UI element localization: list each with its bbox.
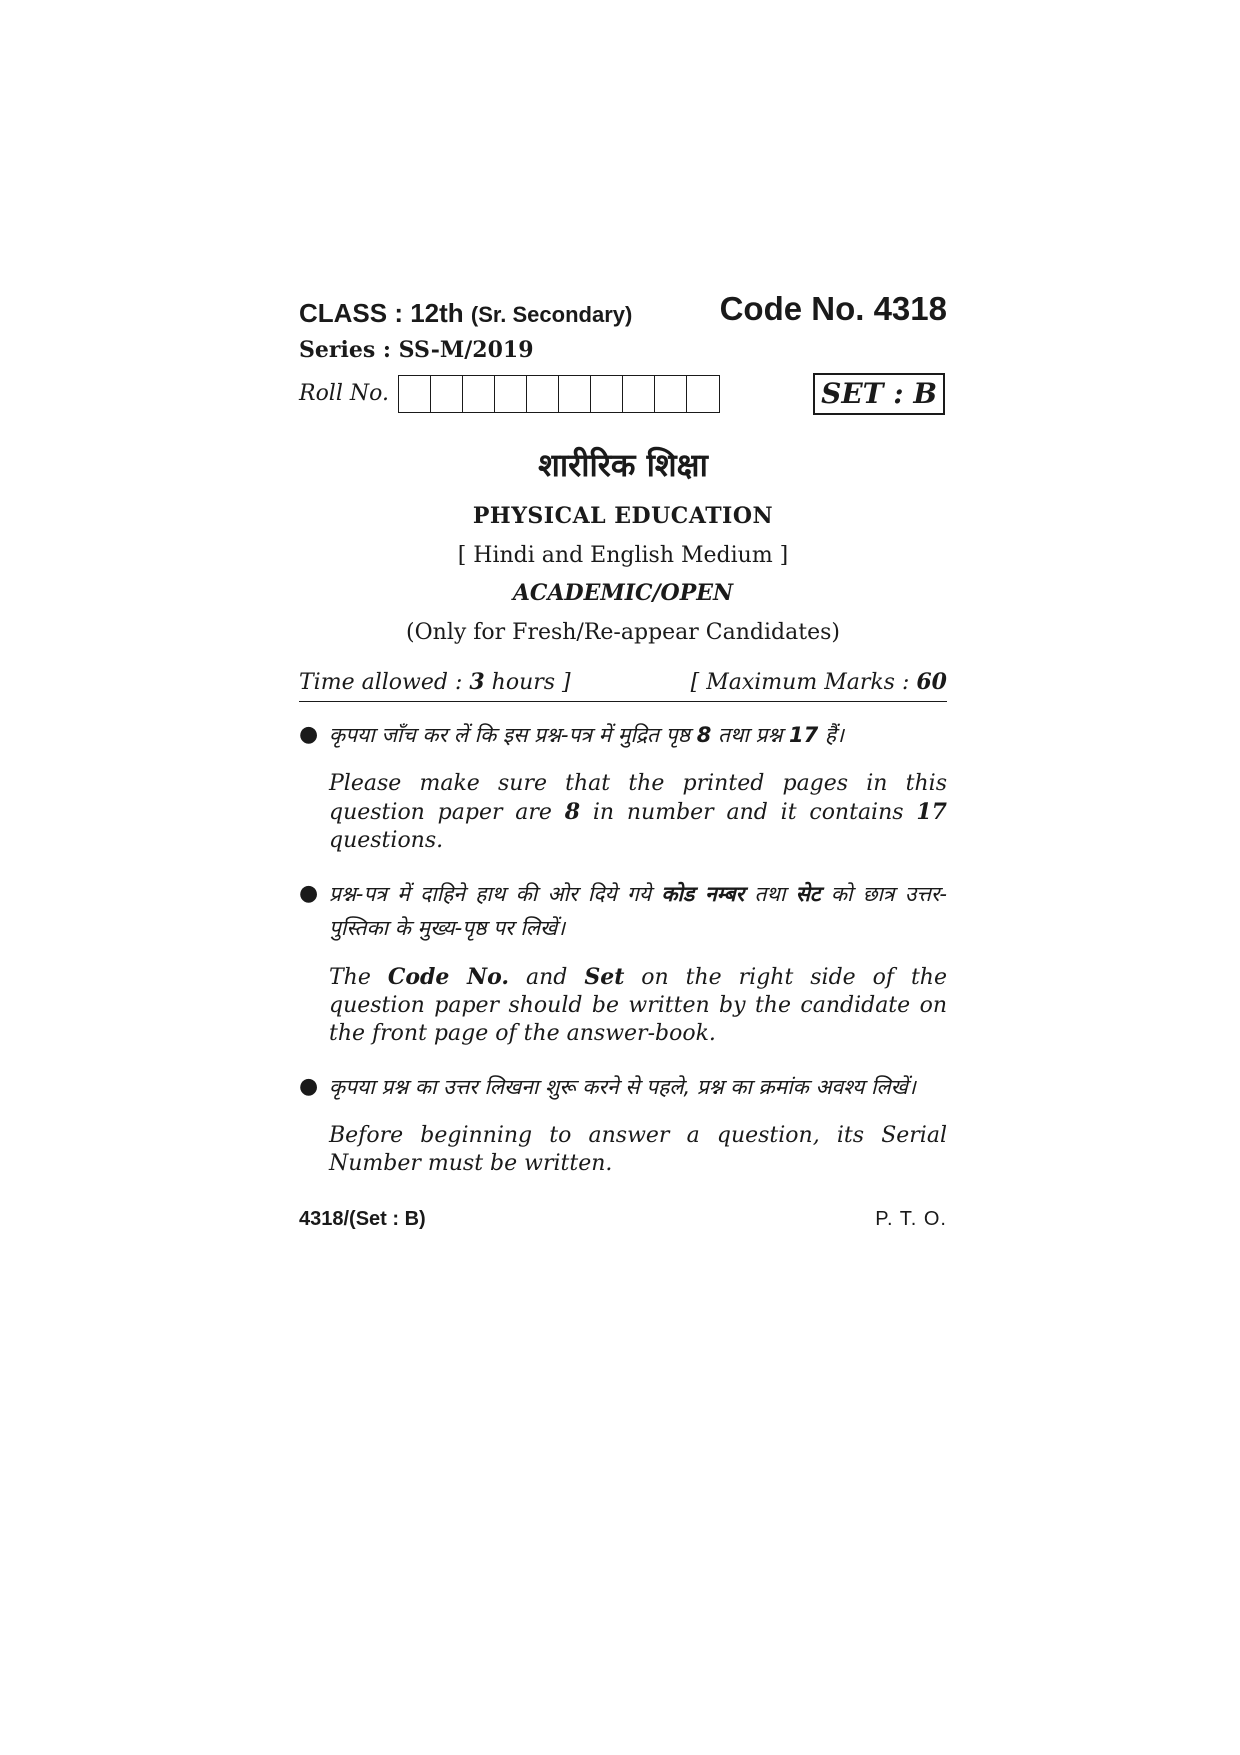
roll-number-box[interactable] xyxy=(623,376,655,412)
roll-number-label: Roll No. xyxy=(299,381,389,406)
text-part: on the right side of the question paper should be written by the candidate on the front page of the answer-book. xyxy=(329,965,947,1046)
question-paper-cover xyxy=(299,290,947,1238)
text-part: तथा प्रश्न xyxy=(711,723,789,747)
roll-number-box[interactable] xyxy=(591,376,623,412)
text-part: हैं। xyxy=(818,723,844,747)
instruction-3-hindi: कृपया प्रश्न का उत्तर लिखना शुरू करने से पहले, प्रश्न का क्रमांक अवश्य लिखें। xyxy=(329,1075,916,1099)
marks-prefix: [ Maximum Marks : xyxy=(690,670,917,695)
hindi-subject-title: शारीरिक शिक्षा xyxy=(538,446,708,484)
class-line xyxy=(299,298,632,329)
instruction-3-english: Before beginning to answer a question, its Serial Number must be written. xyxy=(329,1123,947,1176)
class-label: CLASS : 12th xyxy=(299,298,464,328)
instruction-1-hindi xyxy=(329,718,947,752)
roll-number-box[interactable] xyxy=(399,376,431,412)
text-part: कृपया जाँच कर लें कि इस प्रश्न-पत्र में मुद्रित पृष्ठ xyxy=(329,723,697,747)
english-subject-title: PHYSICAL EDUCATION xyxy=(472,503,774,529)
set-label: SET : B xyxy=(813,373,945,415)
class-level: (Sr. Secondary) xyxy=(470,302,633,327)
bullet-icon: ● xyxy=(299,722,319,747)
page-footer xyxy=(299,1208,947,1238)
footer-code: 4318/(Set : B) xyxy=(299,1208,426,1230)
set-term: Set xyxy=(584,964,625,990)
roll-number-box[interactable] xyxy=(527,376,559,412)
set-hindi: सेट xyxy=(795,882,821,906)
instruction-2-english xyxy=(329,963,947,1048)
roll-number-box[interactable] xyxy=(495,376,527,412)
roll-number-box[interactable] xyxy=(687,376,719,412)
roll-number-box[interactable] xyxy=(559,376,591,412)
time-suffix: hours ] xyxy=(484,670,571,695)
roll-number-row xyxy=(299,373,947,417)
page-count: 8 xyxy=(696,723,712,747)
roll-number-box[interactable] xyxy=(431,376,463,412)
code-no-term: Code No. xyxy=(387,964,510,990)
text-part: Please make sure that the printed pages in this question paper are xyxy=(329,771,947,825)
code-number-hindi: कोड नम्बर xyxy=(661,882,745,906)
academic-line: ACADEMIC/OPEN xyxy=(512,580,734,606)
instruction-3 xyxy=(299,1070,947,1178)
time-prefix: Time allowed : xyxy=(299,670,470,695)
medium-line: [ Hindi and English Medium ] xyxy=(457,543,789,568)
footer-pto: P. T. O. xyxy=(875,1208,947,1230)
text-part: and xyxy=(509,965,585,990)
instruction-1-english xyxy=(329,770,947,855)
code-number: Code No. 4318 xyxy=(719,290,947,327)
instruction-2-hindi xyxy=(329,877,947,945)
text-part: questions. xyxy=(329,828,444,853)
bullet-icon: ● xyxy=(299,1074,319,1099)
text-part: The xyxy=(329,965,388,990)
header-top-row xyxy=(299,290,947,334)
time-marks-row xyxy=(299,667,947,702)
text-part: को छात्र उत्तर-पुस्तिका के मुख्य-पृष्ठ पर लिखें। xyxy=(329,882,948,940)
marks-value: 60 xyxy=(916,669,947,695)
text-part: in number and it contains xyxy=(580,800,917,825)
time-value: 3 xyxy=(469,669,485,695)
maximum-marks xyxy=(691,669,947,695)
page-count: 8 xyxy=(564,799,581,825)
candidates-line: (Only for Fresh/Re-appear Candidates) xyxy=(406,620,840,645)
roll-number-box[interactable] xyxy=(655,376,687,412)
series-line: Series : SS-M/2019 xyxy=(299,337,534,363)
bullet-icon: ● xyxy=(299,881,319,906)
roll-number-box[interactable] xyxy=(463,376,495,412)
text-part: प्रश्न-पत्र में दाहिने हाथ की ओर दिये गये xyxy=(329,882,662,906)
instruction-2 xyxy=(299,877,947,1048)
text-part: तथा xyxy=(744,882,796,906)
instruction-1 xyxy=(299,718,947,855)
roll-number-boxes xyxy=(398,375,720,413)
question-count: 17 xyxy=(916,799,947,825)
question-count: 17 xyxy=(788,723,819,747)
time-allowed xyxy=(299,669,571,695)
